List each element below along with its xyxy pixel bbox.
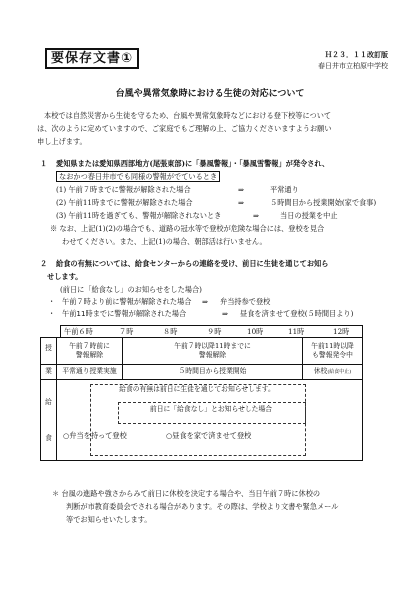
cell-closed [303, 367, 362, 377]
time-10: 10時 [247, 327, 264, 336]
section1-item-1-result: 平常通り [270, 185, 299, 194]
section1-item-3-label: (3) 午前11時を過ぎても、警報が解除されないとき [56, 211, 222, 220]
section1-item-1-arrow: ⇒ [238, 185, 245, 194]
section1-note-1: ※ なお、上記(1)(2)の場合でも、道路の冠水等で登校が危険な場合には、登校を見合 [50, 224, 325, 233]
bullet-1-label: 午前７時より前に警報が解除された場合 [62, 297, 192, 306]
section2-number: ２ [40, 259, 48, 268]
cell-7to11-line1: 午前７時以降11時までに [174, 342, 251, 350]
row-label-kyushoku-1: 給 [45, 398, 52, 406]
section1-heading [56, 158, 329, 170]
document-stamp: 要保存文書① [45, 48, 139, 69]
time-11: 11時 [288, 327, 305, 336]
bullet-2-mark: ・ [48, 309, 56, 318]
warning-snowstorm: 暴風雪警報 [242, 159, 279, 168]
section1-condition [56, 171, 220, 183]
cell-5th-period: ５時間目から授業開始 [178, 367, 247, 375]
section2-sub: (前日に「給食なし」のお知らせをした場合) [60, 285, 202, 294]
time-8: ８時 [163, 327, 178, 336]
cell-after11-line1: 午前11時以降 [311, 342, 354, 350]
kyushoku-bring-lunch: ○弁当を持って登校 [63, 431, 127, 440]
intro-line-1: 本校では自然災害から生徒を守るため、台風や異常気象時などにおける登下校等について [44, 111, 332, 120]
cell-7to11 [123, 342, 302, 360]
section1-note-2: わせてください。また、上記(1)の場合、朝部活は行いません。 [62, 237, 267, 246]
revision-label: Ｈ２３．１１改訂版 [325, 50, 388, 59]
page-title: 台風や異常気象時における生徒の対応について [115, 89, 305, 99]
section1-heading-b: 」が発令され、 [278, 159, 330, 168]
bullet-2-result: 昼食を済ませて登校(５時間目より) [240, 309, 354, 318]
kyushoku-notice: 給食の有無は前日に生徒を通じてお知らせします。 [119, 385, 275, 393]
warning-storm: 暴風警報 [199, 159, 229, 168]
cell-normal-class: 平常通り授業実施 [62, 367, 117, 375]
footer-line-3: 等でお知らせいたします。 [66, 515, 152, 524]
time-7: ７時 [119, 327, 134, 336]
row-label-jugyo-1: 授 [45, 344, 52, 352]
cell-7to11-line2: 警報解除 [198, 351, 227, 359]
footer-line-2: 判断が市教育委員会でされる場合があります。その際は、学校より文書や緊急メール [66, 502, 339, 511]
section1-heading-a: 愛知県または愛知県西部地方(尾張東部)に「 [56, 159, 200, 168]
cell-closed-note: (給食中止) [327, 369, 352, 375]
intro-line-3: 申し上げます。 [37, 137, 87, 146]
footer-line-1: ＊ 台風の進路や強さからみて前日に休校を決定する場合や、当日午前７時に休校の [52, 489, 321, 498]
cell-before7-line1: 午前７時前に [69, 342, 110, 350]
section1-number: １ [40, 159, 48, 168]
section1-item-1-label: (1) 午前７時までに警報が解除された場合 [56, 185, 191, 194]
bullet-1-mark: ・ [48, 297, 56, 306]
bullet-2-arrow: ⇒ [222, 309, 229, 318]
bullet-1-result: 弁当持参で登校 [220, 297, 271, 306]
kyushoku-eat-home: ○昼食を家で済ませて登校 [166, 431, 252, 440]
section2-heading-1: 給食の有無については、給食センターからの連絡を受け、前日に生徒を通じてお知ら [56, 259, 329, 268]
row-label-kyushoku-2: 食 [45, 434, 52, 442]
time-12: 12時 [333, 327, 350, 336]
row-label-jugyo-2: 業 [45, 367, 52, 375]
bullet-2-label: 午前11時までに警報が解除された場合 [62, 309, 187, 318]
cell-before7-line2: 警報解除 [75, 351, 104, 359]
time-9: ９時 [207, 327, 222, 336]
section1-heading-mid: 」・「 [228, 159, 243, 168]
section1-item-3-arrow: ⇒ [253, 211, 260, 220]
condition-box: なおかつ春日井市でも同様の警報がでているとき [56, 171, 220, 182]
kyushoku-no-lunch: 前日に「給食なし」とお知らせした場合 [149, 405, 273, 413]
time-6: 午前６時 [64, 327, 93, 336]
bullet-1-arrow: ⇒ [202, 297, 209, 306]
section1-item-3-result: 当日の授業を中止 [280, 211, 338, 220]
cell-closed-label: 休校 [313, 367, 328, 375]
section1-item-2-label: (2) 午前11時までに警報が解除された場合 [56, 198, 193, 207]
cell-before7 [57, 342, 122, 360]
section1-item-2-result: ５時間目から授業開始(家で食事) [270, 198, 377, 207]
intro-line-2: は、次のように定めていますので、ご家庭でもご理解の上、ご協力くださいますようお願い [37, 124, 332, 133]
cell-after11 [303, 342, 362, 360]
section1-item-2-arrow: ⇒ [238, 198, 245, 207]
school-name: 春日井市立柏原中学校 [318, 62, 388, 70]
section2-heading-2: せします。 [47, 272, 83, 281]
cell-after11-line2: も警報発令中 [312, 351, 353, 359]
